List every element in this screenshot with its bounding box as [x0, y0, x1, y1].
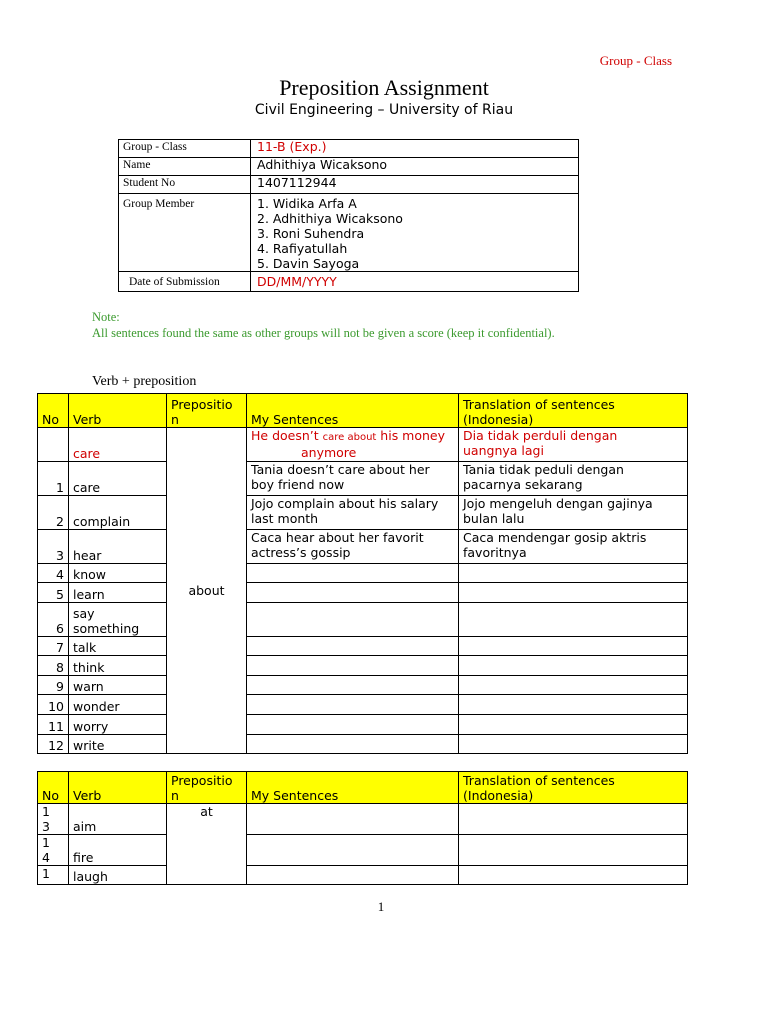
table-row [38, 496, 688, 530]
group-class-label: Group - Class [119, 140, 251, 158]
row-sentence[interactable] [247, 715, 459, 735]
header-no: No [38, 772, 69, 804]
header-verb: Verb [69, 772, 167, 804]
row-no: 6 [38, 603, 69, 637]
row-translation[interactable] [459, 603, 688, 637]
row-sentence-line: Tania doesn’t care about her [251, 462, 430, 477]
row-verb: aim [69, 804, 167, 835]
row-translation-line: favoritnya [463, 545, 527, 560]
row-verb [69, 603, 167, 637]
example-translation-line: Dia tidak perduli dengan [463, 428, 618, 443]
row-sentence-line: last month [251, 511, 319, 526]
example-sentence-part: He doesn’t [251, 428, 323, 443]
header-sentences: My Sentences [247, 772, 459, 804]
row-sentence[interactable] [247, 564, 459, 583]
row-sentence[interactable] [247, 804, 459, 835]
verb-preposition-table-about [37, 393, 688, 754]
header-translation-line: (Indonesia) [463, 412, 534, 427]
row-verb: talk [69, 637, 167, 656]
row-sentence[interactable] [247, 656, 459, 676]
row-no: 3 [38, 530, 69, 564]
member-item: 1. Widika Arfa A [257, 196, 357, 211]
preposition-cell: about [167, 428, 247, 754]
row-sentence[interactable] [247, 583, 459, 603]
row-no: 10 [38, 695, 69, 715]
row-no-line: 4 [42, 850, 50, 865]
row-translation[interactable] [459, 530, 688, 564]
table-row [38, 530, 688, 564]
row-verb: hear [69, 530, 167, 564]
row-no: 5 [38, 583, 69, 603]
table-row [38, 462, 688, 496]
header-translation [459, 394, 688, 428]
table-row [38, 715, 688, 735]
row-sentence-line: Caca hear about her favorit [251, 530, 424, 545]
member-item: 5. Davin Sayoga [257, 256, 360, 271]
header-verb: Verb [69, 394, 167, 428]
note-label: Note: [92, 310, 120, 324]
table-row [38, 866, 688, 885]
header-preposition-line: n [171, 412, 179, 427]
example-sentence-line [251, 428, 454, 445]
example-translation [459, 428, 688, 462]
row-translation[interactable] [459, 656, 688, 676]
name-value: Adhithiya Wicaksono [251, 158, 579, 176]
header-sentences: My Sentences [247, 394, 459, 428]
row-translation[interactable] [459, 496, 688, 530]
member-item: 2. Adhithiya Wicaksono [257, 211, 403, 226]
preposition-cell: at [167, 804, 247, 885]
name-label: Name [119, 158, 251, 176]
row-sentence-line: boy friend now [251, 477, 345, 492]
example-sentence-part-small: care about [322, 432, 377, 443]
row-no: 1 [38, 866, 69, 885]
header-no: No [38, 394, 69, 428]
header-translation-line: Translation of sentences [463, 397, 615, 412]
header-preposition-line: n [171, 788, 179, 803]
group-member-label: Group Member [119, 194, 251, 272]
row-translation[interactable] [459, 583, 688, 603]
row-verb: laugh [69, 866, 167, 885]
corner-group-class-label: Group - Class [599, 53, 672, 68]
row-translation-line: pacarnya sekarang [463, 477, 583, 492]
row-no: 9 [38, 676, 69, 695]
row-translation[interactable] [459, 637, 688, 656]
row-no-line: 1 [42, 835, 50, 850]
row-no: 11 [38, 715, 69, 735]
row-no: 12 [38, 735, 69, 754]
table-row [38, 695, 688, 715]
row-translation-line: Tania tidak peduli dengan [463, 462, 624, 477]
row-verb-line: say [73, 606, 95, 621]
row-verb: care [69, 462, 167, 496]
header-translation-line: Translation of sentences [463, 773, 615, 788]
row-sentence-line: Jojo complain about his salary [251, 496, 439, 511]
row-verb: learn [69, 583, 167, 603]
page-number: 1 [377, 899, 385, 914]
row-no-line: 3 [42, 819, 50, 834]
student-info-table [118, 139, 579, 292]
table-row [38, 564, 688, 583]
table-row [38, 676, 688, 695]
table-row [38, 656, 688, 676]
row-sentence[interactable] [247, 603, 459, 637]
example-translation-line: uangnya lagi [463, 443, 544, 458]
row-translation[interactable] [459, 462, 688, 496]
row-verb: wonder [69, 695, 167, 715]
row-translation-line: bulan lalu [463, 511, 525, 526]
row-sentence[interactable] [247, 637, 459, 656]
page-subtitle: Civil Engineering – University of Riau [254, 102, 514, 118]
row-sentence[interactable] [247, 866, 459, 885]
row-translation[interactable] [459, 835, 688, 866]
example-sentence [247, 428, 459, 462]
date-value: DD/MM/YYYY [251, 272, 579, 292]
row-sentence[interactable] [247, 695, 459, 715]
row-translation[interactable] [459, 715, 688, 735]
row-verb: worry [69, 715, 167, 735]
verb-preposition-table-at [37, 771, 688, 885]
row-sentence[interactable] [247, 496, 459, 530]
table-row [38, 835, 688, 866]
row-translation-line: Jojo mengeluh dengan gajinya [463, 496, 653, 511]
member-item: 3. Roni Suhendra [257, 226, 365, 241]
example-sentence-part: his money [376, 428, 446, 443]
row-translation[interactable] [459, 866, 688, 885]
header-translation-line: (Indonesia) [463, 788, 534, 803]
header-preposition [167, 772, 247, 804]
row-sentence[interactable] [247, 462, 459, 496]
row-translation[interactable] [459, 735, 688, 754]
example-verb: care [69, 428, 167, 462]
row-no: 8 [38, 656, 69, 676]
row-translation[interactable] [459, 804, 688, 835]
row-sentence[interactable] [247, 676, 459, 695]
example-sentence-line: anymore [301, 445, 357, 460]
row-sentence-line: actress’s gossip [251, 545, 351, 560]
row-no-line: 1 [42, 804, 50, 819]
row-translation[interactable] [459, 695, 688, 715]
row-no: 2 [38, 496, 69, 530]
row-sentence[interactable] [247, 530, 459, 564]
row-translation-line: Caca mendengar gosip aktris [463, 530, 647, 545]
student-no-value: 1407112944 [251, 176, 579, 194]
row-translation[interactable] [459, 564, 688, 583]
row-verb: know [69, 564, 167, 583]
header-preposition [167, 394, 247, 428]
table-row [38, 637, 688, 656]
row-no [38, 835, 69, 866]
page-title: Preposition Assignment [279, 75, 489, 100]
row-no: 7 [38, 637, 69, 656]
row-verb-line: something [73, 621, 140, 636]
row-sentence[interactable] [247, 835, 459, 866]
row-no [38, 804, 69, 835]
example-row [38, 428, 688, 462]
table-row [38, 583, 688, 603]
row-no: 4 [38, 564, 69, 583]
row-no: 1 [38, 462, 69, 496]
header-preposition-line: Prepositio [171, 773, 233, 788]
row-verb: write [69, 735, 167, 754]
row-sentence[interactable] [247, 735, 459, 754]
row-verb: complain [69, 496, 167, 530]
note-text: All sentences found the same as other groups will not be given a score (keep it confidential). [92, 326, 555, 340]
group-member-list [251, 194, 579, 272]
group-class-value: 11-B (Exp.) [251, 140, 579, 158]
row-verb: fire [69, 835, 167, 866]
table-row [38, 804, 688, 835]
student-no-label: Student No [119, 176, 251, 194]
note [92, 309, 555, 341]
row-verb: warn [69, 676, 167, 695]
member-item: 4. Rafiyatullah [257, 241, 348, 256]
header-translation [459, 772, 688, 804]
section-heading: Verb + preposition [92, 374, 197, 389]
row-translation[interactable] [459, 676, 688, 695]
table-row [38, 735, 688, 754]
table-row [38, 603, 688, 637]
date-label: Date of Submission [119, 272, 251, 292]
header-preposition-line: Prepositio [171, 397, 233, 412]
row-verb: think [69, 656, 167, 676]
